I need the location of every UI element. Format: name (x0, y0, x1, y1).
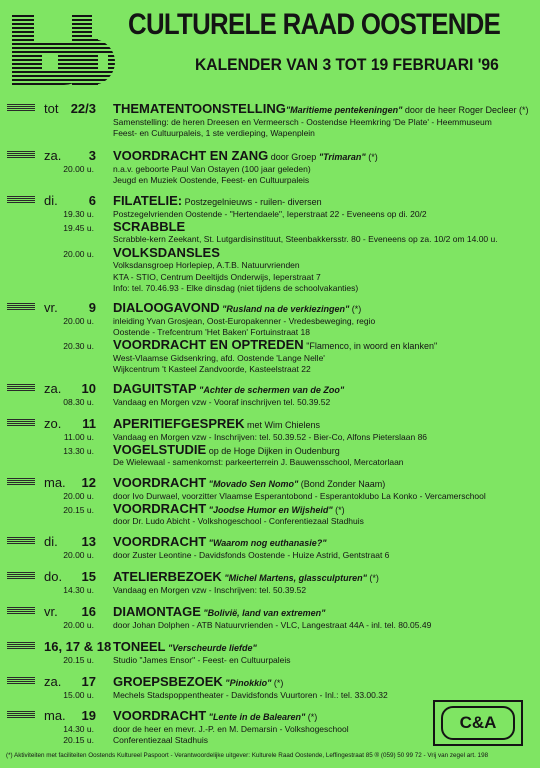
date-marker-bar (7, 478, 35, 485)
event-day: za. (44, 148, 62, 163)
event-heading (113, 416, 320, 431)
event-heading (113, 245, 220, 260)
event-detail: (*) (271, 678, 284, 688)
event-info-line: Mechels Stadspoppentheater - Davidsfonds Vuurtoren - Inl.: tel. 33.00.32 (113, 689, 388, 700)
sponsor-logo (433, 700, 523, 746)
event-heading (113, 193, 322, 208)
event-info-line: Scrabble-kern Zeekant, St. Lutgardisinstituut, Steenbakkersstr. 80 - Eveneens op za. 10/2 om 14.00 u. (113, 234, 498, 245)
event-heading (113, 534, 327, 549)
event-heading (113, 381, 344, 396)
event-time: 20.30 u. (63, 341, 94, 352)
event-time: 19.30 u. (63, 208, 94, 219)
event-info-line: Wijkcentrum 't Kasteel Zandvoorde, Kasteelstraat 22 (113, 364, 311, 375)
date-marker-bar (7, 607, 35, 614)
event-time: 20.00 u. (63, 248, 94, 259)
event-time: 20.00 u. (63, 315, 94, 326)
event-title: FILATELIE: (113, 193, 183, 208)
date-marker-bar (7, 677, 35, 684)
event-date: 13 (81, 534, 96, 549)
event-detail: (*) (365, 152, 378, 162)
event-time: 20.00 u. (63, 490, 94, 501)
event-detail: (*) (366, 573, 379, 583)
event-heading (113, 148, 378, 163)
event-info-line: door de heer en mevr. J.-P. en M. Demarsin - Volkshogeschool (113, 723, 349, 734)
event-subject: "Lente in de Balearen" (206, 712, 306, 722)
event-day: ma. (44, 475, 66, 490)
event-time: 08.30 u. (63, 396, 94, 407)
event-time: 13.30 u. (63, 445, 94, 456)
event-subject: "Verscheurde liefde" (165, 643, 257, 653)
event-detail: op de Hoge Dijken in Oudenburg (206, 445, 340, 456)
event-title: THEMATENTOONSTELLING (113, 101, 286, 116)
event-info-line: door Dr. Ludo Abicht - Volkshogeschool - Conferentiezaal Stadhuis (113, 516, 364, 527)
event-info-line: door Zuster Leontine - Davidsfonds Oostende - Huize Astrid, Gentstraat 6 (113, 549, 390, 560)
event-day: za. (44, 381, 62, 396)
event-info-line: door Johan Dolphen - ATB Natuurvrienden - VLC, Langestraat 44A - inl. tel. 80.05.49 (113, 619, 432, 630)
date-marker-bar (7, 384, 35, 391)
logo-mark-icon (10, 11, 120, 87)
date-marker-bar (7, 196, 35, 203)
event-date: 22/3 (70, 101, 96, 116)
event-title: SCRABBLE (113, 218, 186, 234)
event-time: 20.00 u. (63, 619, 94, 630)
event-subject: "Trimaran" (318, 152, 366, 162)
event-time: 19.45 u. (63, 222, 94, 233)
event-detail: door de heer Roger Decleer (*) (402, 105, 529, 115)
event-subject: "Pinokkio" (222, 678, 272, 688)
event-heading (113, 604, 325, 619)
event-title: TONEEL (113, 639, 166, 654)
date-marker-bar (7, 419, 35, 426)
event-info-line: Conferentiezaal Stadhuis (113, 734, 208, 745)
event-title: VOORDRACHT EN ZANG (113, 148, 269, 163)
event-title: VOORDRACHT (113, 500, 207, 516)
event-time: 20.15 u. (63, 734, 94, 745)
event-time: 11.00 u. (63, 431, 94, 442)
event-subject: "Bolivië, land van extremen" (200, 608, 326, 618)
footer-note: (*) Aktiviteiten met faciliteiten Oostends Kultureel Paspoort - Verantwoordelijke uitgever: Kulturele Raad Oostende, Leffingestraat 85 ® (059) 50 99 72 - Vrij van zegel art. 198 (6, 752, 489, 759)
event-subject: "Achter de schermen van de Zoo" (196, 385, 345, 395)
event-heading (113, 569, 379, 584)
event-info-line: Vandaag en Morgen vzw - Inschrijven: tel. 50.39.52 - Bier-Co, Alfons Pieterslaan 86 (113, 431, 428, 442)
event-day: vr. (44, 300, 58, 315)
event-detail: door Groep (268, 152, 319, 162)
event-info-line: West-Vlaamse Gidsenkring, afd. Oostende 'Lange Nelle' (113, 352, 325, 363)
event-subject: "Movado Sen Nomo" (206, 479, 299, 489)
event-detail: (Bond Zonder Naam) (298, 479, 386, 489)
event-detail: (*) (349, 304, 362, 314)
event-info-line: Info: tel. 70.46.93 - Elke dinsdag (niet tijdens de schoolvakanties) (113, 283, 359, 294)
event-title: VOORDRACHT (113, 534, 207, 549)
event-info-line: Postzegelvrienden Oostende - "Hertendaele", Ieperstraat 22 - Eveneens op di. 20/2 (113, 208, 427, 219)
event-heading (113, 639, 257, 654)
event-date: 10 (81, 381, 96, 396)
event-time: 20.00 u. (63, 549, 94, 560)
event-time: 20.15 u. (63, 654, 94, 665)
event-subject: "Joodse Humor en Wijsheid" (206, 504, 333, 515)
event-title: VOORDRACHT (113, 708, 207, 723)
event-heading (113, 300, 361, 315)
event-time: 14.30 u. (63, 723, 94, 734)
event-date: 6 (88, 193, 96, 208)
event-subject: "Rusland na de verkiezingen" (219, 304, 350, 314)
event-time: 15.00 u. (63, 689, 94, 700)
event-date: 17 (81, 674, 96, 689)
page-title: CULTURELE RAAD OOSTENDE (128, 8, 501, 41)
event-date: 16 (81, 604, 96, 619)
event-title: GROEPSBEZOEK (113, 674, 223, 689)
date-marker-bar (7, 104, 35, 111)
date-marker-bar (7, 151, 35, 158)
event-day: tot (44, 101, 59, 116)
event-title: APERITIEFGESPREK (113, 416, 245, 431)
event-day: di. (44, 534, 58, 549)
event-info-line: Feest- en Cultuurpaleis, 1 ste verdieping, Wapenplein (113, 127, 315, 138)
date-marker-bar (7, 572, 35, 579)
event-heading (113, 674, 283, 689)
event-title: DIALOOGAVOND (113, 300, 220, 315)
event-time: 20.15 u. (63, 504, 94, 515)
event-detail: (*) (305, 712, 318, 722)
event-heading (113, 442, 340, 457)
event-info-line: Vandaag en Morgen vzw - Inschrijven: tel. 50.39.52 (113, 584, 307, 595)
event-date: 15 (81, 569, 96, 584)
event-title: VOORDRACHT EN OPTREDEN (113, 337, 304, 353)
date-marker-bar (7, 303, 35, 310)
event-info-line: Vandaag en Morgen vzw - Vooraf inschrijven tel. 50.39.52 (113, 396, 331, 407)
date-marker-bar (7, 537, 35, 544)
event-info-line: Samenstelling: de heren Dreesen en Vermeersch - Oostendse Heemkring 'De Plate' - Heemmuseum (113, 116, 492, 127)
date-marker-bar (7, 642, 35, 649)
event-date: 11 (82, 416, 96, 431)
event-detail: (*) (332, 504, 345, 515)
page-subtitle: KALENDER VAN 3 TOT 19 FEBRUARI '96 (195, 55, 499, 74)
event-info-line: Jeugd en Muziek Oostende, Feest- en Cultuurpaleis (113, 174, 310, 185)
event-info-line: Studio "James Ensor" - Feest- en Cultuurpaleis (113, 654, 291, 665)
event-time: 20.00 u. (63, 163, 94, 174)
event-date: 9 (88, 300, 96, 315)
event-day: ma. (44, 708, 66, 723)
event-info-line: De Wielewaal - samenkomst: parkeerterrein J. Bauwensschool, Mercatorlaan (113, 457, 404, 468)
event-title: ATELIERBEZOEK (113, 569, 222, 584)
event-title: VOLKSDANSLES (113, 244, 220, 260)
event-title: DIAMONTAGE (113, 604, 201, 619)
event-info-line: Oostende - Trefcentrum 'Het Baken' Fortuinstraat 18 (113, 326, 310, 337)
event-subject: "Maritieme pentekeningen" (285, 105, 403, 115)
event-date: 19 (81, 708, 96, 723)
event-title: VOORDRACHT (113, 475, 207, 490)
event-heading (113, 475, 385, 490)
event-info-line: Volksdansgroep Horlepiep, A.T.B. Natuurvrienden (113, 260, 300, 271)
event-info-line: inleiding Yvan Grosjean, Oost-Europakenner - Vredesbeweging, regio (113, 315, 376, 326)
event-detail: "Flamenco, in woord en klanken" (303, 341, 438, 352)
event-subject: "Michel Martens, glassculpturen" (221, 573, 367, 583)
event-heading (113, 219, 185, 234)
event-title: VOGELSTUDIE (113, 441, 207, 457)
event-heading (113, 101, 528, 116)
event-day: 16, 17 & 18 (44, 639, 112, 654)
event-subject: "Waarom nog euthanasie?" (206, 538, 327, 548)
culturele-raad-logo (10, 11, 120, 87)
event-info-line: door Ivo Durwael, voorzitter Vlaamse Esperantobond - Esperantoklubo La Konko - Vercamerschool (113, 490, 486, 501)
event-time: 14.30 u. (63, 584, 94, 595)
event-heading (113, 501, 345, 516)
event-date: 3 (88, 148, 96, 163)
event-date: 12 (81, 475, 96, 490)
event-day: di. (44, 193, 58, 208)
event-heading (113, 708, 317, 723)
event-day: do. (44, 569, 63, 584)
event-title: DAGUITSTAP (113, 381, 197, 396)
date-marker-bar (7, 711, 35, 718)
event-day: za. (44, 674, 62, 689)
event-info-line: n.a.v. geboorte Paul Van Ostayen (100 jaar geleden) (113, 163, 311, 174)
event-detail: Postzegelnieuws - ruilen- diversen (182, 197, 322, 207)
event-detail: met Wim Chielens (244, 420, 320, 430)
sponsor-logo-text: C&A (441, 706, 515, 740)
event-heading (113, 337, 437, 352)
event-day: zo. (44, 416, 62, 431)
event-day: vr. (44, 604, 58, 619)
event-info-line: KTA - STIO, Centrum Deeltijds Onderwijs, Ieperstraat 7 (113, 271, 321, 282)
